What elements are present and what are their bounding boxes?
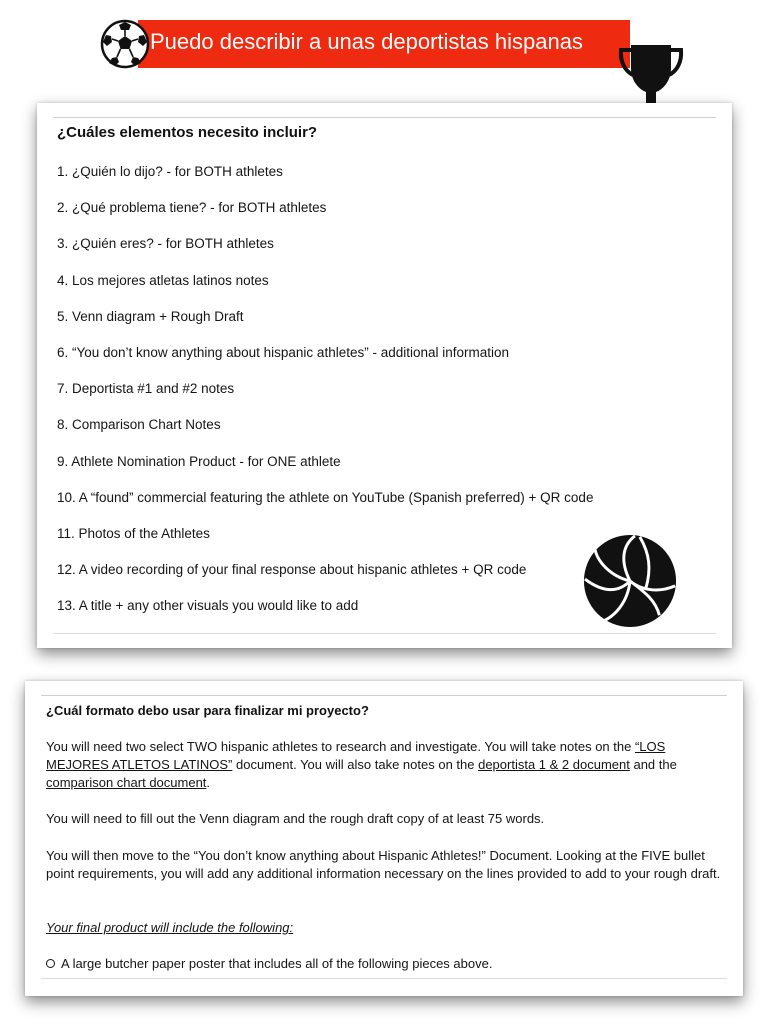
list-item: 6. “You don’t know anything about hispanic athletes” - additional information: [57, 344, 510, 360]
list-item: 8. Comparison Chart Notes: [57, 417, 221, 433]
bullet-item: [46, 955, 726, 973]
list-item: 4. Los mejores atletas latinos notes: [57, 272, 269, 288]
bullet-text: A large butcher paper poster that includes all of the following pieces above.: [61, 956, 493, 971]
venn-paragraph: You will need to fill out the Venn diagram and the rough draft copy of at least 75 words.: [46, 811, 545, 826]
soccer-ball-icon: [100, 19, 150, 69]
section1-heading: ¿Cuáles elementos necesito incluir?: [57, 124, 318, 141]
paragraph-text: You will need two select TWO hispanic athletes to research and investigate. You will take notes on the: [46, 739, 635, 754]
divider: [41, 695, 727, 696]
divider: [53, 633, 716, 634]
paragraph-text: and the: [629, 757, 677, 772]
additional-info-paragraph: You will then move to the “You don’t know anything about Hispanic Athletes!” Document. Looking at the FIVE bullet point requirements, you will add any additional information necessary on the lines provided to add to your rough draft.: [46, 848, 721, 881]
list-item: 10. A “found” commercial featuring the athlete on YouTube (Spanish preferred) + QR code: [57, 489, 594, 505]
title-banner: [138, 20, 630, 68]
final-product-heading: Your final product will include the following:: [46, 920, 294, 935]
deportista-document-link[interactable]: deportista 1 & 2 document: [478, 757, 630, 772]
list-item: 2. ¿Qué problema tiene? - for BOTH athletes: [57, 200, 327, 216]
mejores-atletas-link[interactable]: “LOS MEJORES ATLETOS LATINOS”: [46, 739, 666, 772]
list-item: 5. Venn diagram + Rough Draft: [57, 308, 244, 324]
list-item: 1. ¿Quién lo dijo? - for BOTH athletes: [57, 164, 283, 179]
list-item: 3. ¿Quién eres? - for BOTH athletes: [57, 236, 274, 252]
section2-heading: ¿Cuál formato debo usar para finalizar mi proyecto?: [46, 703, 369, 718]
list-item: 11. Photos of the Athletes: [57, 525, 210, 541]
volleyball-icon: [581, 532, 679, 630]
elements-list: [57, 163, 593, 633]
list-item: 7. Deportista #1 and #2 notes: [57, 381, 235, 397]
divider: [41, 978, 727, 979]
list-item: 9. Athlete Nomination Product - for ONE athlete: [57, 453, 341, 469]
comparison-chart-link[interactable]: comparison chart document: [46, 775, 207, 790]
paragraph-text: .: [206, 775, 211, 790]
list-item: 13. A title + any other visuals you would like to add: [57, 598, 359, 614]
bullet-circle-icon: [46, 959, 55, 968]
divider: [53, 117, 716, 118]
banner-title: Puedo describir a unas deportistas hispanas: [150, 29, 583, 54]
list-item: 12. A video recording of your final response about hispanic athletes + QR code: [57, 562, 527, 578]
format-card: [25, 681, 743, 996]
instructions-paragraph: [46, 738, 726, 792]
paragraph-text: document. You will also take notes on the: [232, 757, 479, 772]
